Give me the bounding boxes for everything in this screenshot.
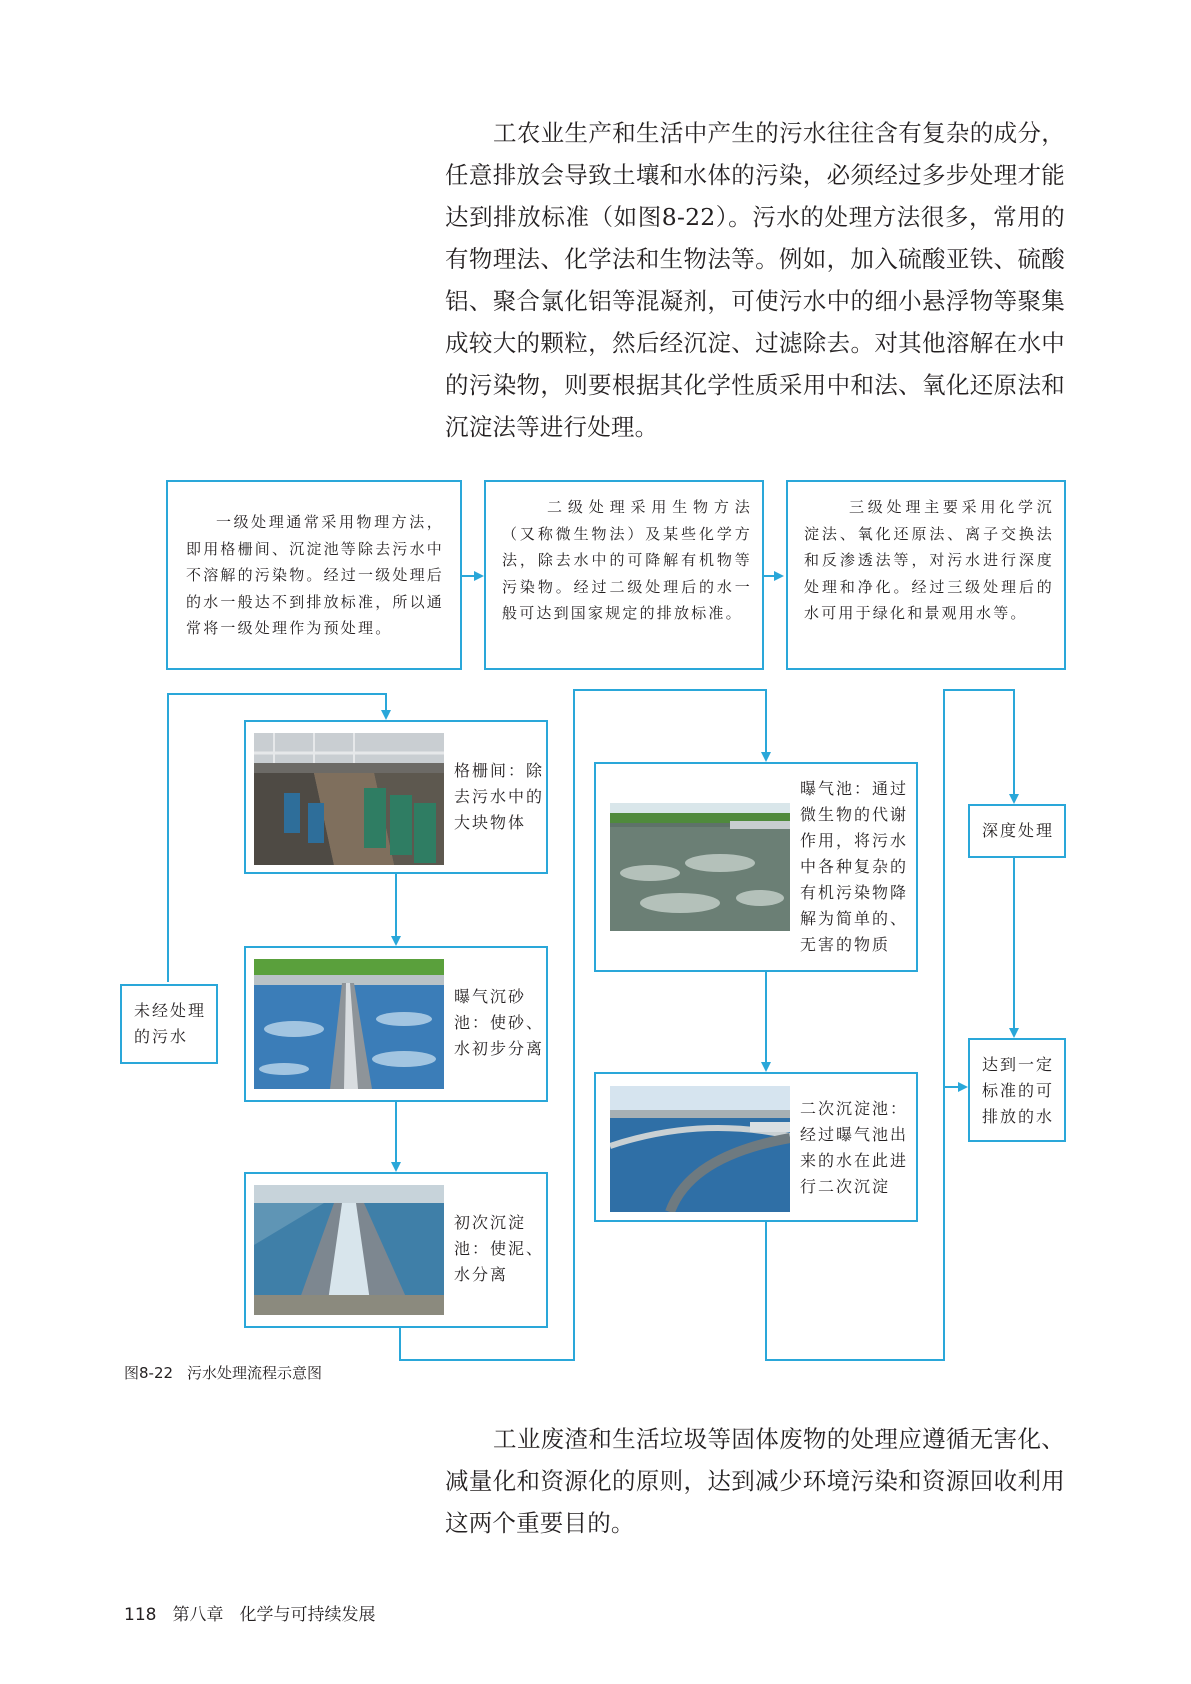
grit-chamber-photo <box>254 959 444 1089</box>
grid-screen-box <box>244 720 548 874</box>
secondary-settling-box <box>594 1072 918 1222</box>
grid-screen-image <box>254 733 444 865</box>
primary-treatment-text: 一级处理通常采用物理方法，即用格栅间、沉淀池等除去污水中不溶解的污染物。经过一级处理后的水一般达不到排放标准，所以通常将一级处理作为预处理。 <box>186 513 445 637</box>
intro-paragraph: 工农业生产和生活中产生的污水往往含有复杂的成分，任意排放会导致土壤和水体的污染，必须经过多步处理才能达到排放标准（如图8-22）。污水的处理方法很多，常用的有物理法、化学法和生物法等。例如，加入硫酸亚铁、硫酸铝、聚合氯化铝等混凝剂，可使污水中的细小悬浮物等聚集成较大的颗粒，然后经沉淀、过滤除去。对其他溶解在水中的污染物，则要根据其化学性质采用中和法、氧化还原法和沉淀法等进行处理。 <box>445 119 1065 441</box>
primary-settling-photo <box>254 1185 444 1315</box>
raw-sewage-box <box>120 984 218 1064</box>
aeration-tank-photo <box>610 803 790 931</box>
discharge-water-box <box>968 1038 1066 1142</box>
primary-treatment-box <box>166 480 462 670</box>
chapter-title: 化学与可持续发展 <box>239 1605 376 1625</box>
aeration-tank-box <box>594 762 918 972</box>
grid-screen-label: 格栅间：除去污水中的大块物体 <box>454 761 545 832</box>
secondary-treatment-box <box>484 480 764 670</box>
tertiary-treatment-box <box>786 480 1066 670</box>
primary-settling-box <box>244 1172 548 1328</box>
secondary-treatment-text: 二级处理采用生物方法（又称微生物法）及某些化学方法，除去水中的可降解有机物等污染物。经过二级处理后的水一般可达到国家规定的排放标准。 <box>502 498 752 622</box>
discharge-water-label: 达到一定标准的可排放的水 <box>982 1055 1055 1126</box>
tertiary-treatment-text: 三级处理主要采用化学沉淀法、氧化还原法、离子交换法和反渗透法等，对污水进行深度处理和净化。经过三级处理后的水可用于绿化和景观用水等。 <box>804 498 1054 622</box>
grid-screen-photo <box>254 733 444 865</box>
chapter-number: 第八章 <box>172 1605 224 1625</box>
closing-paragraph: 工业废渣和生活垃圾等固体废物的处理应遵循无害化、减量化和资源化的原则，达到减少环境污染和资源回收利用这两个重要目的。 <box>445 1425 1065 1537</box>
figure-number: 图8-22 <box>124 1364 174 1382</box>
primary-settling-image <box>254 1185 444 1315</box>
raw-sewage-label: 未经处理的污水 <box>134 1001 207 1046</box>
advanced-treatment-box <box>968 804 1066 858</box>
secondary-settling-label: 二次沉淀池：经过曝气池出来的水在此进行二次沉淀 <box>800 1099 909 1196</box>
secondary-settling-photo <box>610 1086 790 1212</box>
grit-chamber-label: 曝气沉砂池：使砂、水初步分离 <box>454 987 545 1058</box>
primary-settling-label: 初次沉淀池：使泥、水分离 <box>454 1213 545 1284</box>
figure-caption <box>124 1362 322 1383</box>
figure-title: 污水处理流程示意图 <box>187 1364 323 1382</box>
advanced-treatment-label: 深度处理 <box>982 821 1055 840</box>
aeration-tank-image <box>610 803 790 931</box>
page-number: 118 <box>124 1605 157 1625</box>
grit-chamber-image <box>254 959 444 1089</box>
grit-chamber-box <box>244 946 548 1102</box>
page-footer <box>124 1600 391 1625</box>
aeration-tank-label: 曝气池：通过微生物的代谢作用，将污水中各种复杂的有机污染物降解为简单的、无害的物质 <box>800 779 909 954</box>
secondary-settling-image <box>610 1086 790 1212</box>
